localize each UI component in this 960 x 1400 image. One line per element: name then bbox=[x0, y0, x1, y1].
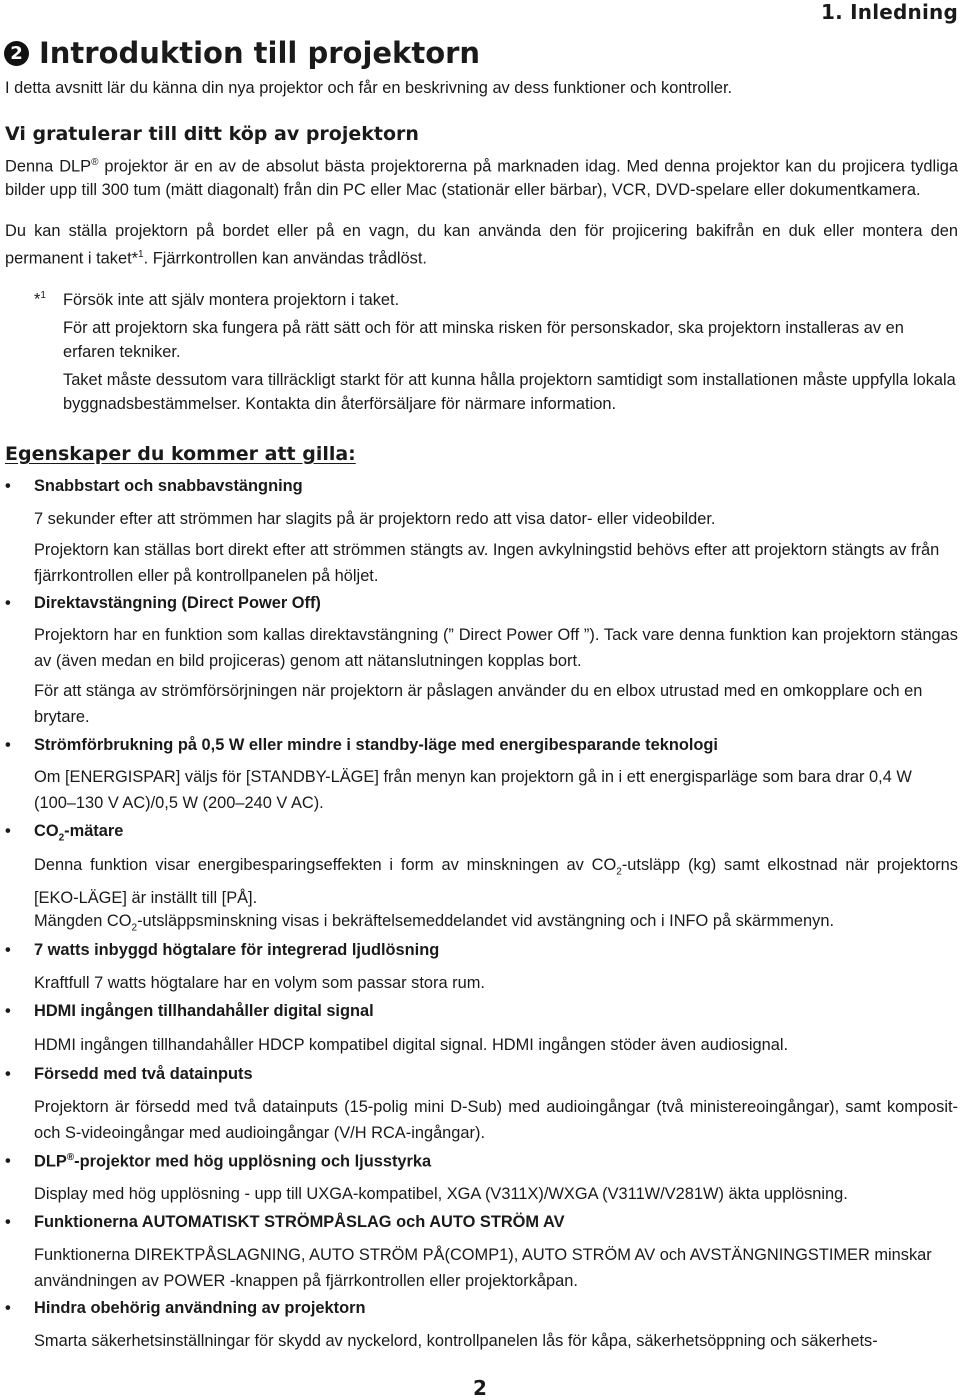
bullet: • bbox=[5, 1152, 11, 1170]
bullet: • bbox=[5, 1065, 11, 1083]
dlp-label: DLP bbox=[34, 1152, 67, 1171]
feature-4-text-1-start: Denna funktion visar energibesparingseffekten i form av minskningen av CO bbox=[34, 856, 617, 874]
bullet: • bbox=[5, 736, 11, 754]
footnote-line-1: Försök inte att själv montera projektorn i taket. bbox=[63, 291, 400, 309]
footnote-line-2: För att projektorn ska fungera på rätt sätt och för att minska risken för personskador, ska projektorn installeras av en erfaren tekniker. bbox=[63, 319, 904, 361]
bullet: • bbox=[5, 1213, 11, 1231]
bullet: • bbox=[5, 1299, 11, 1317]
bullet: • bbox=[5, 477, 11, 495]
registered-mark: ® bbox=[91, 157, 99, 168]
page-number: 2 bbox=[473, 1376, 487, 1400]
chapter-header: 1. Inledning bbox=[821, 0, 958, 24]
footnote-line-3: Taket måste dessutom vara tillräckligt starkt för att kunna hålla projektorn samtidigt som installationen måste uppfylla lokala byggnadsbestämmelser. Kontakta din återförsäljare för närmare information. bbox=[63, 371, 956, 413]
congrats-p1-start: Denna DLP bbox=[5, 157, 92, 176]
co2-subscript: 2 bbox=[131, 922, 138, 934]
dlp-title-rest: -projektor med hög upplösning och ljusstyrka bbox=[74, 1152, 432, 1171]
feature-6-title: HDMI ingången tillhandahåller digital signal bbox=[34, 1002, 374, 1020]
co2-subscript: 2 bbox=[58, 832, 65, 844]
feature-4-text-2-start: Mängden CO bbox=[34, 912, 132, 930]
feature-3-title: Strömförbrukning på 0,5 W eller mindre i standby-läge med energibesparande teknologi bbox=[34, 736, 718, 754]
feature-4-text-1 bbox=[34, 852, 958, 911]
feature-9-text-1: Funktionerna DIREKTPÅSLAGNING, AUTO STRÖM PÅ(COMP1), AUTO STRÖM AV och AVSTÄNGNINGSTIMER minskar användningen av POWER -knappen på fjärrkontrollen eller projektorkåpan. bbox=[34, 1246, 932, 1290]
feature-1-title: Snabbstart och snabbavstängning bbox=[34, 477, 303, 495]
footnote-number: 1 bbox=[40, 290, 46, 301]
feature-4-text-1-rest: -utsläpp (kg) samt elkostnad när projektorns [EKO-LÄGE] är inställt till [PÅ]. bbox=[34, 856, 958, 908]
bullet: • bbox=[5, 941, 11, 959]
feature-5-title: 7 watts inbyggd högtalare för integrerad ljudlösning bbox=[34, 941, 440, 959]
congrats-paragraph-2 bbox=[5, 219, 958, 270]
congrats-paragraph-1 bbox=[5, 151, 958, 202]
feature-7-title: Försedd med två datainputs bbox=[34, 1065, 253, 1083]
congrats-p1-rest: projektor är en av de absolut bästa projektorerna på marknaden idag. Med denna projektor kan du projicera tydliga bilder upp till 300 tum (mätt diagonalt) från din PC eller Mac (stationär eller bärbar), VCR, DVD-spelare eller dokumentkamera. bbox=[5, 157, 958, 200]
bullet: • bbox=[5, 1002, 11, 1020]
feature-5-text-1: Kraftfull 7 watts högtalare har en volym som passar stora rum. bbox=[34, 974, 485, 992]
co2-meter-label: -mätare bbox=[64, 822, 124, 840]
congrats-heading: Vi gratulerar till ditt köp av projektorn bbox=[5, 123, 419, 145]
feature-6-text-1: HDMI ingången tillhandahåller HDCP kompatibel digital signal. HDMI ingången stöder även audiosignal. bbox=[34, 1036, 789, 1054]
page-title bbox=[4, 36, 480, 70]
feature-7-text-1: Projektorn är försedd med två datainputs (15-polig mini D-Sub) med audioingångar (två ministereoingångar), samt komposit- och S-videoingångar med audioingångar (V/H RCA-ingångar). bbox=[34, 1098, 958, 1142]
registered-mark: ® bbox=[66, 1152, 75, 1163]
features-heading: Egenskaper du kommer att gilla: bbox=[5, 443, 356, 465]
feature-8-title bbox=[34, 1152, 431, 1171]
feature-10-title: Hindra obehörig användning av projektorn bbox=[34, 1299, 366, 1317]
footnote-marker bbox=[34, 290, 46, 309]
bullet: • bbox=[5, 594, 11, 612]
feature-3-text-1: Om [ENERGISPAR] väljs för [STANDBY-LÄGE] från menyn kan projektorn gå in i ett energisparläge som bara drar 0,4 W (100–130 V AC)/0,5 W (200–240 V AC). bbox=[34, 768, 912, 812]
page-title-text: Introduktion till projektorn bbox=[39, 36, 481, 70]
feature-8-text-1: Display med hög upplösning - upp till UXGA-kompatibel, XGA (V311X)/WXGA (V311W/V281W) äkta upplösning. bbox=[34, 1185, 848, 1203]
intro-text: I detta avsnitt lär du känna din nya projektor och får en beskrivning av dess funktioner och kontroller. bbox=[5, 79, 733, 97]
feature-10-text-1: Smarta säkerhetsinställningar för skydd av nyckelord, kontrollpanelen lås för kåpa, säkerhetsöppning och säkerhets- bbox=[34, 1332, 878, 1350]
section-number-badge: 2 bbox=[4, 41, 29, 66]
feature-1-text-1: 7 sekunder efter att strömmen har slagits på är projektorn redo att visa dator- eller videobilder. bbox=[34, 510, 716, 528]
bullet: • bbox=[5, 822, 11, 840]
co2-subscript: 2 bbox=[616, 866, 622, 878]
feature-4-title bbox=[34, 822, 123, 843]
feature-2-text-2: För att stänga av strömförsörjningen när projektorn är påslagen använder du en elbox utrustad med en omkopplare och en brytare. bbox=[34, 682, 923, 726]
feature-4-text-2 bbox=[34, 908, 958, 941]
feature-9-title: Funktionerna AUTOMATISKT STRÖMPÅSLAG och AUTO STRÖM AV bbox=[34, 1213, 565, 1231]
footnote-star: * bbox=[34, 290, 41, 309]
footnote-ref: 1 bbox=[138, 249, 144, 260]
feature-1-text-2: Projektorn kan ställas bort direkt efter att strömmen stängts av. Ingen avkylningstid behövs efter att projektorn stängts av från fjärrkontrollen eller på kontrollpanelen på höljet. bbox=[34, 541, 940, 585]
congrats-p2-start: Du kan ställa projektorn på bordet eller på en vagn, du kan använda den för projicering bakifrån en duk eller montera den permanent i taket* bbox=[5, 222, 958, 268]
co2-co: CO bbox=[34, 822, 59, 840]
congrats-p2-rest: . Fjärrkontrollen kan användas trådlöst. bbox=[143, 249, 427, 268]
feature-2-text-1: Projektorn har en funktion som kallas direktavstängning (” Direct Power Off ”). Tack vare denna funktion kan projektorn stängas av (även medan en bild projiceras) genom att nätanslutningen kopplas bort. bbox=[34, 626, 958, 670]
feature-2-title: Direktavstängning (Direct Power Off) bbox=[34, 594, 321, 612]
feature-4-text-2-rest: -utsläppsminskning visas i bekräftelsemeddelandet vid avstängning och i INFO på skärmmenyn. bbox=[137, 912, 835, 930]
